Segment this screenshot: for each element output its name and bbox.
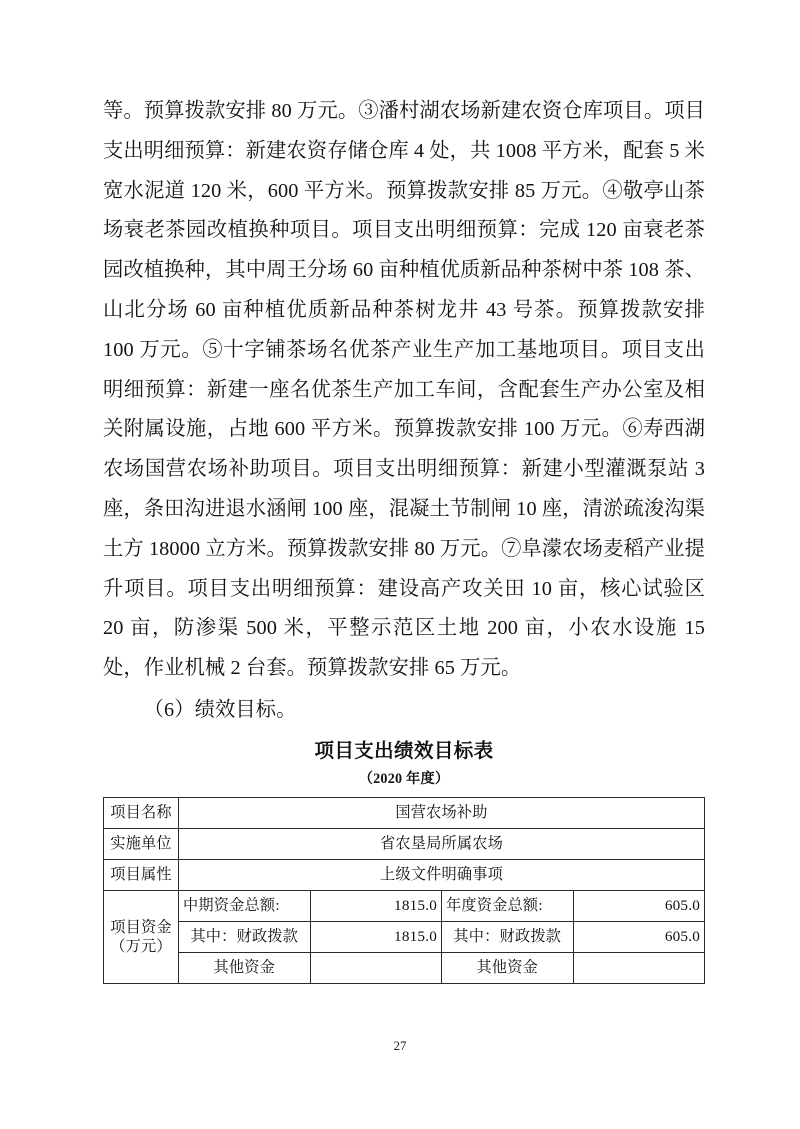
cell-value-annual-fiscal: 605.0 [573,921,705,952]
cell-value-mid-term-other [310,952,442,983]
table-row-funds-other [104,952,705,983]
cell-label-annual-total: 年度资金总额: [442,890,574,921]
cell-label-mid-term-other: 其他资金 [179,952,311,983]
cell-value-annual-total: 605.0 [573,890,705,921]
cell-label-implementing-unit: 实施单位 [104,828,179,859]
table-row-funds-fiscal [104,921,705,952]
page-number: 27 [393,1038,407,1053]
cell-value-implementing-unit: 省农垦局所属农场 [179,828,705,859]
cell-value-annual-other [573,952,705,983]
cell-label-mid-term-fiscal: 其中：财政拨款 [179,921,311,952]
cell-value-mid-term-total: 1815.0 [310,890,442,921]
cell-label-annual-other: 其他资金 [442,952,574,983]
cell-label-project-name: 项目名称 [104,797,179,828]
performance-goal-table [103,797,705,984]
table-title: 项目支出绩效目标表 [314,740,494,762]
cell-value-mid-term-fiscal: 1815.0 [310,921,442,952]
table-row-project-name [104,797,705,828]
page-content [103,92,705,984]
cell-label-annual-fiscal: 其中：财政拨款 [442,921,574,952]
table-row-funds-total [104,890,705,921]
section-heading-performance-goals: （6）绩效目标。 [143,698,297,721]
project-funds-label-line2: （万元） [110,937,172,955]
cell-label-mid-term-total: 中期资金总额: [179,890,311,921]
project-funds-label-line1: 项目资金 [110,918,172,936]
cell-label-project-attribute: 项目属性 [104,859,179,890]
table-subtitle-year: （2020 年度） [358,770,450,787]
table-row-project-attribute [104,859,705,890]
cell-label-project-funds [104,890,179,983]
table-row-implementing-unit [104,828,705,859]
body-paragraph: 等。预算拨款安排 80 万元。③潘村湖农场新建农资仓库项目。项目支出明细预算：新建农资存储仓库 4 处，共 1008 平方米，配套 5 米宽水泥道 120 米，600 平方米。预算拨款安排 85 万元。④敬亭山茶场衰老茶园改植换种项目。项目支出明细预算：完成 120 亩衰老茶园改植换种，其中周王分场 60 亩种植优质新品种茶树中茶 108 茶、山北分场 60 亩种植优质新品种茶树龙井 43 号茶。预算拨款安排 100 万元。⑤十字铺茶场名优茶产业生产加工基地项目。项目支出明细预算：新建一座名优茶生产加工车间，含配套生产办公室及相关附属设施，占地 600 平方米。预算拨款安排 100 万元。⑥寿西湖农场国营农场补助项目。项目支出明细预算：新建小型灌溉泵站 3 座，条田沟进退水涵闸 100 座，混凝土节制闸 10 座，清淤疏浚沟渠土方 18000 立方米。预算拨款安排 80 万元。⑦阜濛农场麦稻产业提升项目。项目支出明细预算：建设高产攻关田 10 亩，核心试验区 20 亩，防渗渠 500 米，平整示范区土地 200 亩，小农水设施 15 处，作业机械 2 台套。预算拨款安排 65 万元。 [103,100,705,680]
cell-value-project-attribute: 上级文件明确事项 [179,859,705,890]
cell-value-project-name: 国营农场补助 [179,797,705,828]
